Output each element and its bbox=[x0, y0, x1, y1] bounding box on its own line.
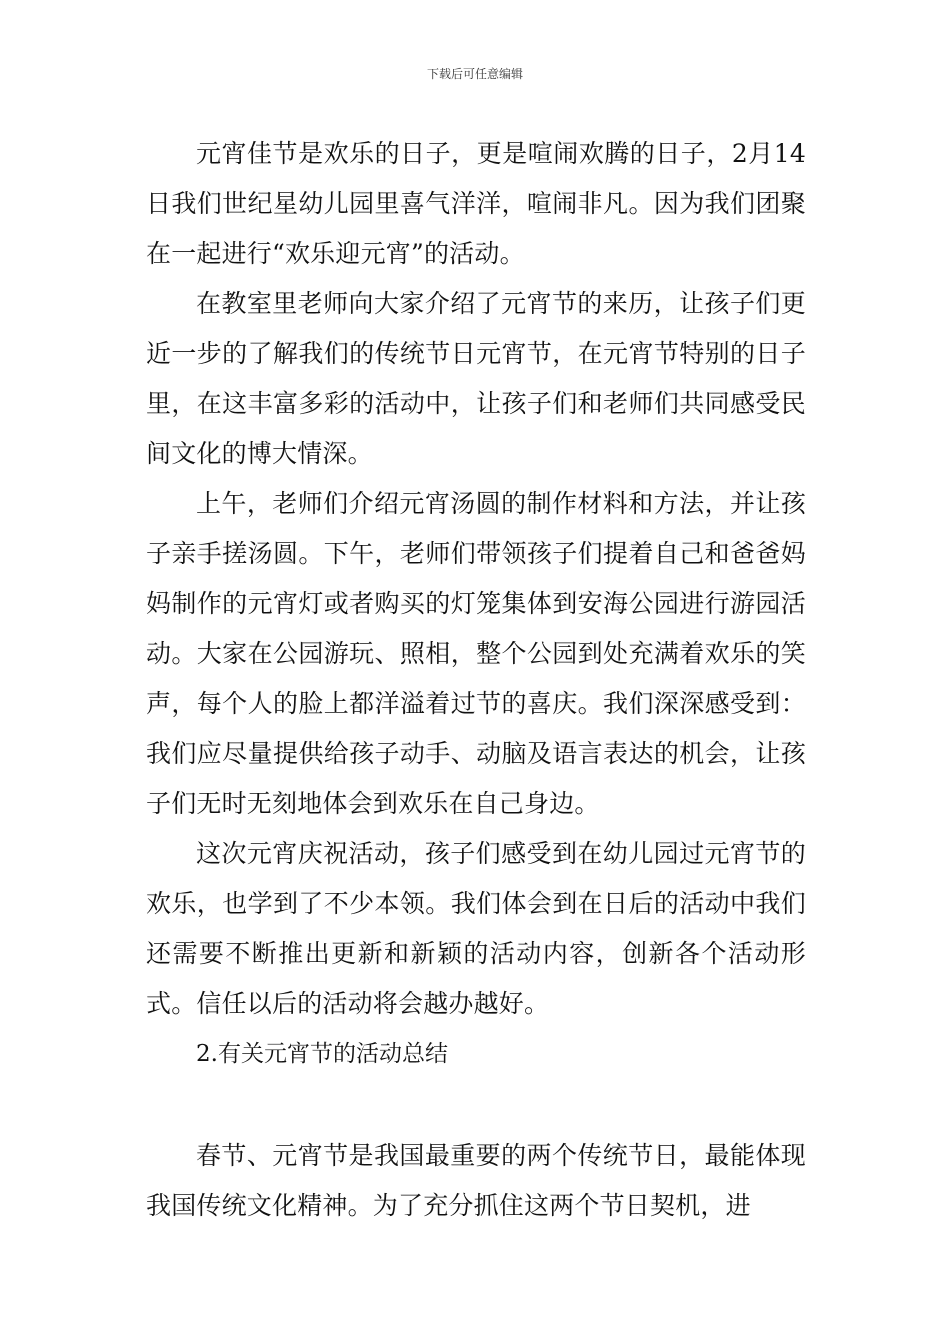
paragraph-1: 元宵佳节是欢乐的日子，更是喧闹欢腾的日子，2月14日我们世纪星幼儿园里喜气洋洋，喧闹非凡。因为我们团聚在一起进行“欢乐迎元宵”的活动。 bbox=[146, 139, 806, 268]
section-spacer bbox=[146, 1079, 806, 1131]
paragraph-3: 上午，老师们介绍元宵汤圆的制作材料和方法，并让孩子亲手搓汤圆。下午，老师们带领孩子们提着自己和爸爸妈妈制作的元宵灯或者购买的灯笼集体到安海公园进行游园活动。大家在公园游玩、照相，整个公园到处充满着欢乐的笑声，每个人的脸上都洋溢着过节的喜庆。我们深深感受到：我们应尽量提供给孩子动手、动脑及语言表达的机会，让孩子们无时无刻地体会到欢乐在自己身边。 bbox=[146, 489, 806, 818]
header-note: 下载后可任意编辑 bbox=[426, 67, 523, 81]
paragraph-2: 在教室里老师向大家介绍了元宵节的来历，让孩子们更近一步的了解我们的传统节日元宵节，在元宵节特别的日子里，在这丰富多彩的活动中，让孩子们和老师们共同感受民间文化的博大情深。 bbox=[146, 289, 806, 468]
paragraph-4: 这次元宵庆祝活动，孩子们感受到在幼儿园过元宵节的欢乐，也学到了不少本领。我们体会到在日后的活动中我们还需要不断推出更新和新颖的活动内容，创新各个活动形式。信任以后的活动将会越办越好。 bbox=[146, 839, 806, 1018]
paragraph-5: 春节、元宵节是我国最重要的两个传统节日，最能体现我国传统文化精神。为了充分抓住这两个节日契机，进 bbox=[146, 1141, 806, 1220]
document-body bbox=[146, 129, 806, 1231]
section-heading: 2.有关元宵节的活动总结 bbox=[196, 1041, 448, 1067]
